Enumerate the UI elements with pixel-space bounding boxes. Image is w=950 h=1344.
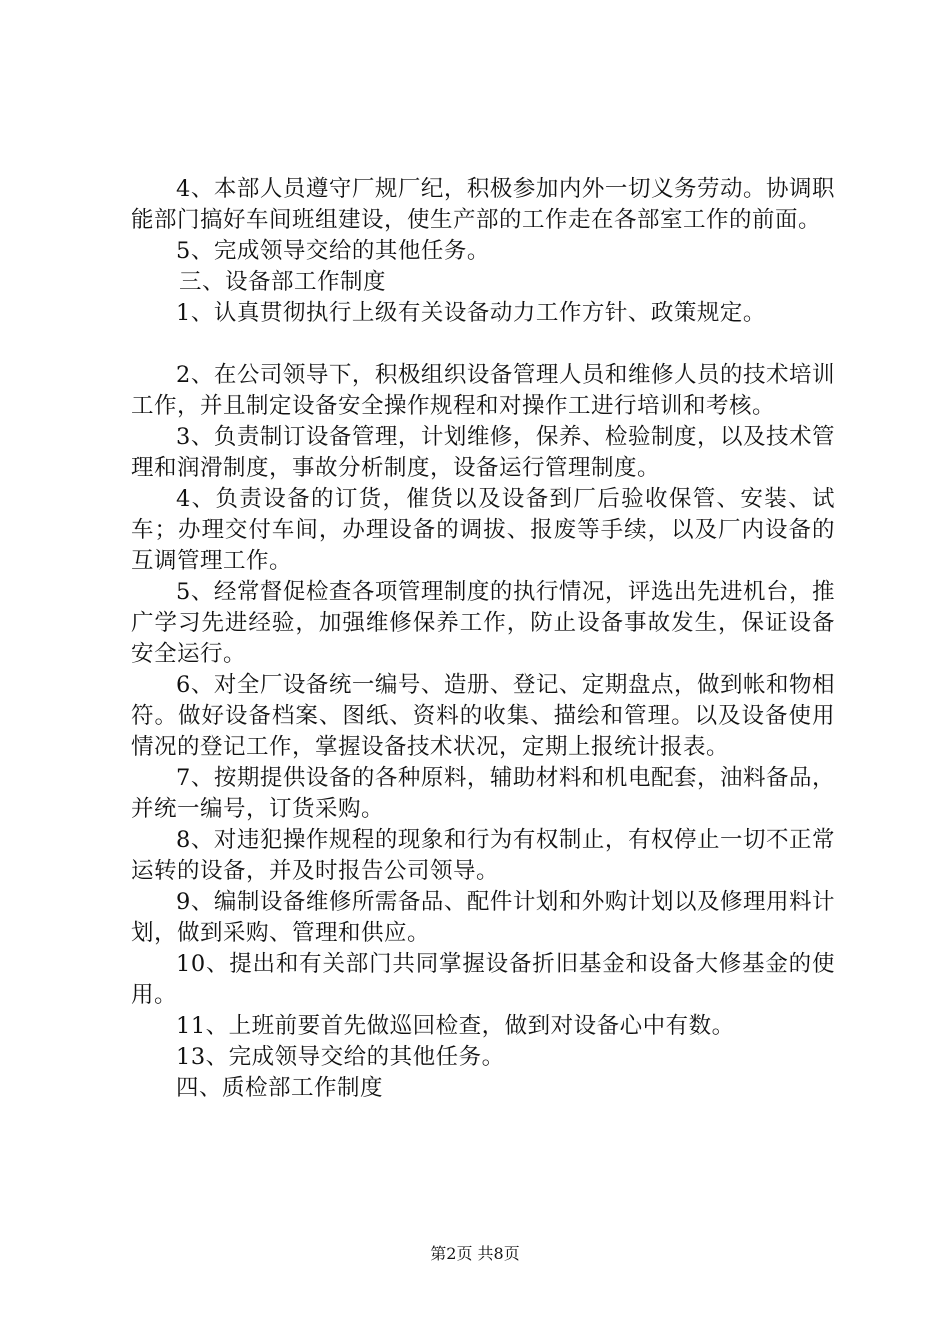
- section-heading-quality-dept: 四、质检部工作制度: [176, 1075, 384, 1101]
- paragraph-equipment-rule-10: 10、提出和有关部门共同掌握设备折旧基金和设备大修基金的使用。: [131, 951, 835, 1008]
- paragraph-equipment-rule-9: 9、编制设备维修所需备品、配件计划和外购计划以及修理用料计划，做到采购、管理和供应。: [131, 889, 835, 946]
- paragraph-equipment-rule-4: 4、负责设备的订货，催货以及设备到厂后验收保管、安装、试车；办理交付车间，办理设备的调拔、报废等手续，以及厂内设备的互调管理工作。: [131, 486, 835, 574]
- section-heading-equipment-dept: 三、设备部工作制度: [179, 269, 387, 295]
- paragraph-equipment-rule-8: 8、对违犯操作规程的现象和行为有权制止，有权停止一切不正常运转的设备，并及时报告公司领导。: [131, 827, 835, 884]
- paragraph-equipment-rule-11: 11、上班前要首先做巡回检查，做到对设备心中有数。: [176, 1013, 735, 1039]
- page-number-footer: 第2页 共8页: [430, 1244, 520, 1263]
- paragraph-staff-discipline: 4、本部人员遵守厂规厂纪，积极参加内外一切义务劳动。协调职能部门搞好车间班组建设，使生产部的工作走在各部室工作的前面。: [131, 176, 835, 233]
- paragraph-equipment-rule-3: 3、负责制订设备管理，计划维修，保养、检验制度，以及技术管理和润滑制度，事故分析制度，设备运行管理制度。: [131, 424, 835, 481]
- paragraph-other-tasks: 5、完成领导交给的其他任务。: [176, 238, 490, 264]
- document-body: [131, 174, 835, 1104]
- paragraph-equipment-rule-6: 6、对全厂设备统一编号、造册、登记、定期盘点，做到帐和物相符。做好设备档案、图纸、资料的收集、描绘和管理。以及设备使用情况的登记工作，掌握设备技术状况，定期上报统计报表。: [131, 672, 835, 760]
- paragraph-equipment-rule-1: 1、认真贯彻执行上级有关设备动力工作方针、政策规定。: [176, 300, 766, 326]
- paragraph-equipment-rule-7: 7、按期提供设备的各种原料，辅助材料和机电配套，油料备品，并统一编号，订货采购。: [131, 765, 835, 822]
- paragraph-equipment-rule-13: 13、完成领导交给的其他任务。: [176, 1044, 505, 1070]
- paragraph-equipment-rule-5: 5、经常督促检查各项管理制度的执行情况，评选出先进机台，推广学习先进经验，加强维修保养工作，防止设备事故发生，保证设备安全运行。: [131, 579, 835, 667]
- paragraph-equipment-rule-2: 2、在公司领导下，积极组织设备管理人员和维修人员的技术培训工作，并且制定设备安全操作规程和对操作工进行培训和考核。: [131, 362, 835, 419]
